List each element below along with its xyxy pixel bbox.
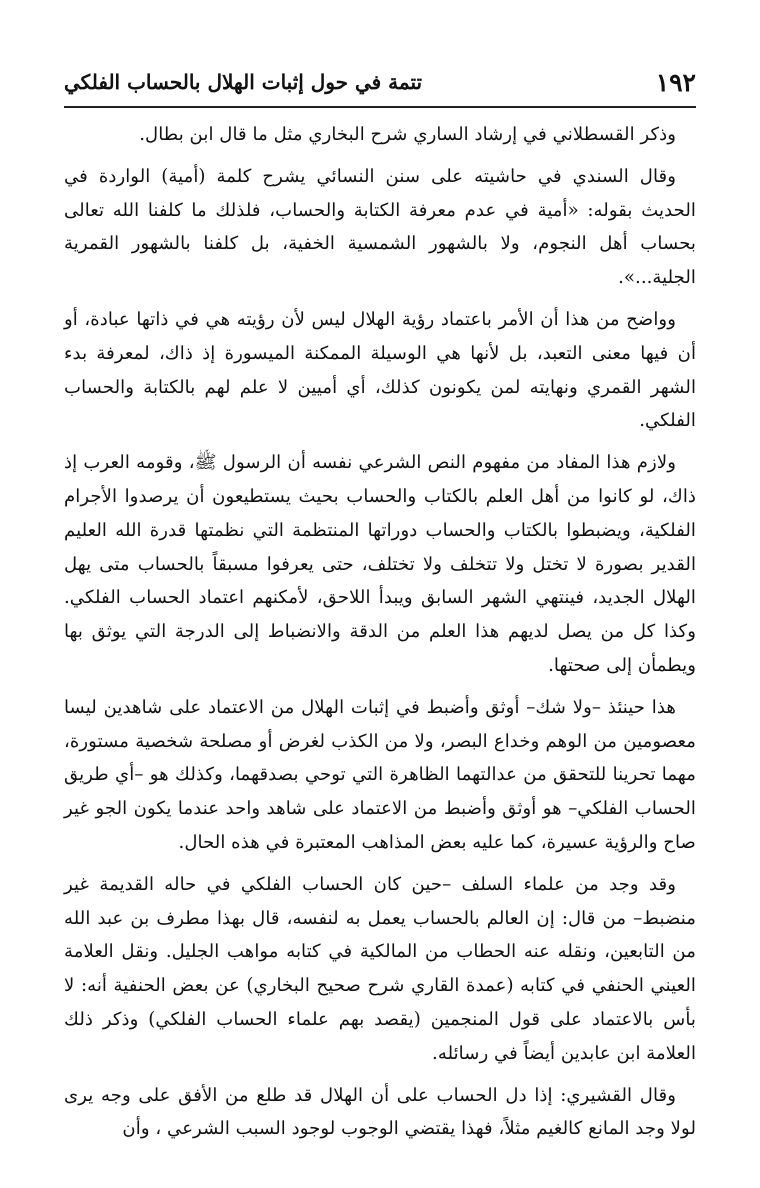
page-number: ١٩٢ <box>655 68 696 97</box>
book-page <box>64 56 696 1140</box>
paragraph-6: وقد وجد من علماء السلف –حين كان الحساب الفلكي في حاله القديمة غير منضبط– من قال: إن العالم بالحساب يعمل به لنفسه، قال بهذا مطرف بن عبد الله من التابعين، ونقله عنه الحطاب من المالكية في كتابه مواهب الجليل. ونقل العلامة العيني الحنفي في كتابه (عمدة القاري شرح صحيح البخاري) عن بعض الحنفية أنه: لا بأس بالاعتماد على قول المنجمين (يقصد بهم علماء الحساب الفلكي) وذكر ذلك العلامة ابن عابدين أيضاً في رسائله. <box>64 873 696 1064</box>
paragraph-3: وواضح من هذا أن الأمر باعتماد رؤية الهلال ليس لأن رؤيته هي في ذاتها عبادة، أو أن فيها معنى التعبد، بل لأنها هي الوسيلة الممكنة الميسورة إذ ذاك، لمعرفة بدء الشهر القمري ونهايته لمن يكونون كذلك، أي أميين لا علم لهم بالكتابة والحساب الفلكي. <box>64 308 696 432</box>
paragraph-5: هذا حينئذ –ولا شك– أوثق وأضبط في إثبات الهلال من الاعتماد على شاهدين ليسا معصومين من الوهم وخداع البصر، ولا من الكذب لغرض أو مصلحة شخصية مستورة، مهما تحرينا للتحقق من عدالتهما الظاهرة التي توحي بصدقهما، وكذلك هو –أي طريق الحساب الفلكي– هو أوثق وأضبط من الاعتماد على شاهد واحد عندما يكون الجو غير صاح والرؤية عسيرة، كما عليه بعض المذاهب المعتبرة في هذه الحال. <box>64 696 696 853</box>
running-title: تتمة في حول إثبات الهلال بالحساب الفلكي <box>64 70 423 94</box>
paragraph-2: وقال السندي في حاشيته على سنن النسائي يشرح كلمة (أمية) الواردة في الحديث بقوله: «أمية في عدم معرفة الكتابة والحساب، فلذلك ما كلفنا الله تعالى بحساب أهل النجوم، ولا بالشهور الشمسية الخفية، بل كلفنا بالشهور القمرية الجلية...». <box>64 165 696 289</box>
paragraph-4: ولازم هذا المفاد من مفهوم النص الشرعي نفسه أن الرسول ﷺ، وقومه العرب إذ ذاك، لو كانوا من أهل العلم بالكتاب والحساب بحيث يستطيعون أن يرصدوا الأجرام الفلكية، ويضبطوا بالكتاب والحساب دوراتها المنتظمة التي نظمتها قدرة الله العليم القدير بصورة لا تختل ولا تتخلف ولا تختلف، حتى يعرفوا مسبقاً بالحساب متى يهل الهلال الجديد، فينتهي الشهر السابق ويبدأ اللاحق، لأمكنهم اعتماد الحساب الفلكي. وكذا كل من يصل لديهم هذا العلم من الدقة والانضباط إلى الدرجة التي يوثق بها ويطمأن إلى صحتها. <box>64 452 696 676</box>
page-header <box>64 56 696 108</box>
paragraph-7: وقال القشيري: إذا دل الحساب على أن الهلال قد طلع من الأفق على وجه يرى لولا وجد المانع كالغيم مثلاً، فهذا يقتضي الوجوب لوجود السبب الشرعي ، وأن <box>64 1084 696 1140</box>
paragraph-1: وذكر القسطلاني في إرشاد الساري شرح البخاري مثل ما قال ابن بطال. <box>139 124 676 145</box>
page-body <box>64 114 696 1154</box>
